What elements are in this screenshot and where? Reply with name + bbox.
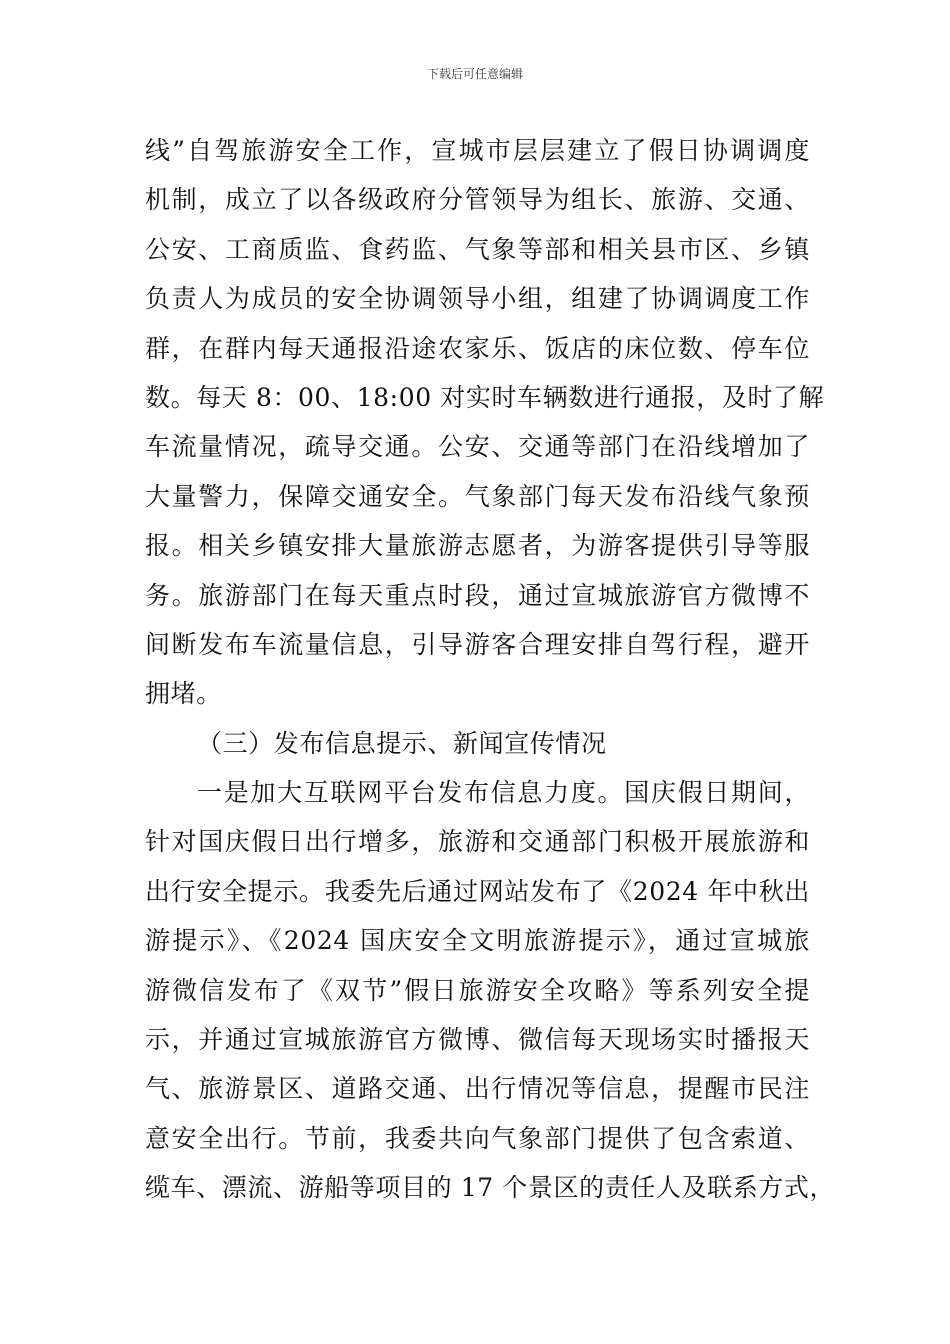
text-line: 数。每天 8：00、18:00 对实时车辆数进行通报，及时了解 bbox=[145, 382, 825, 412]
page-header-note: 下载后可任意编辑 bbox=[426, 67, 523, 81]
document-body bbox=[145, 126, 836, 1213]
text-line: 线”自驾旅游安全工作，宣城市层层建立了假日协调调度 bbox=[145, 136, 810, 165]
section-heading: （三）发布信息提示、新闻宣传情况 bbox=[197, 728, 607, 758]
text-line: 出行安全提示。我委先后通过网站发布了《2024 年中秋出 bbox=[145, 876, 810, 906]
text-line: 示，并通过宣城旅游官方微博、微信每天现场实时播报天 bbox=[145, 1025, 810, 1055]
text-line: 报。相关乡镇安排大量旅游志愿者，为游客提供引导等服 bbox=[145, 531, 810, 561]
text-line: 一是加大互联网平台发布信息力度。国庆假日期间， bbox=[197, 778, 810, 808]
text-line: 游微信发布了《双节”假日旅游安全攻略》等系列安全提 bbox=[145, 975, 810, 1005]
text-line: 负责人为成员的安全协调领导小组，组建了协调调度工作 bbox=[145, 284, 810, 314]
text-line: 游提示》、《2024 国庆安全文明旅游提示》，通过宣城旅 bbox=[145, 926, 810, 956]
text-line: 大量警力，保障交通安全。气象部门每天发布沿线气象预 bbox=[145, 481, 810, 511]
text-line: 群，在群内每天通报沿途农家乐、饭店的床位数、停车位 bbox=[145, 333, 810, 363]
text-line: 公安、工商质监、食药监、气象等部和相关县市区、乡镇 bbox=[145, 234, 810, 264]
text-line: 务。旅游部门在每天重点时段，通过宣城旅游官方微博不 bbox=[145, 580, 810, 610]
text-line: 车流量情况，疏导交通。公安、交通等部门在沿线增加了 bbox=[145, 432, 810, 462]
text-line: 缆车、漂流、游船等项目的 17 个景区的责任人及联系方式， bbox=[145, 1173, 836, 1203]
text-line: 意安全出行。节前，我委共向气象部门提供了包含索道、 bbox=[145, 1123, 810, 1153]
text-line: 气、旅游景区、道路交通、出行情况等信息，提醒市民注 bbox=[145, 1074, 810, 1104]
text-line: 间断发布车流量信息，引导游客合理安排自驾行程，避开 bbox=[145, 629, 810, 659]
text-line: 机制，成立了以各级政府分管领导为组长、旅游、交通、 bbox=[145, 185, 810, 215]
text-line: 针对国庆假日出行增多，旅游和交通部门积极开展旅游和 bbox=[145, 827, 810, 857]
text-line: 拥堵。 bbox=[145, 679, 222, 709]
